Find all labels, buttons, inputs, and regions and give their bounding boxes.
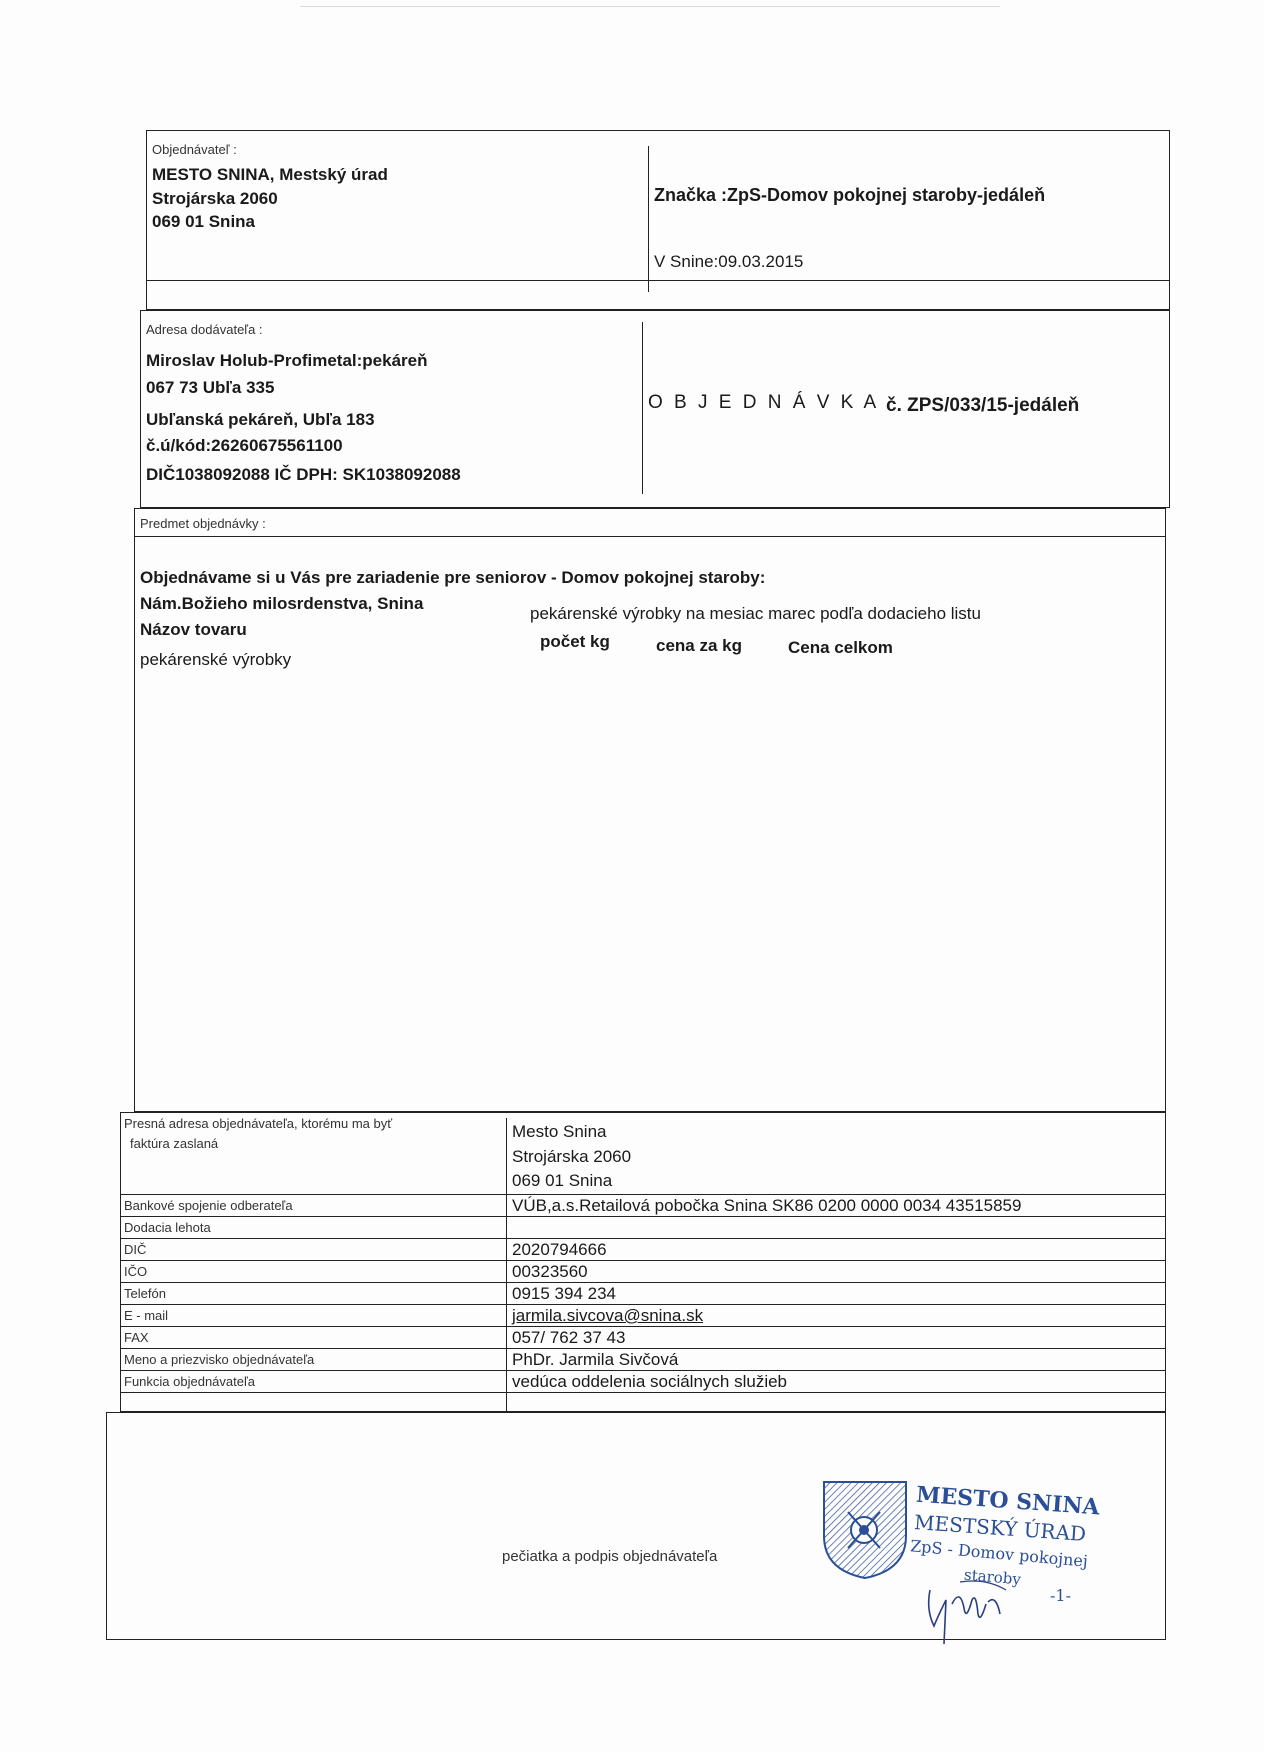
subject-line-2: Nám.Božieho milosrdenstva, Snina [140,594,424,613]
signature-caption: pečiatka a podpis objednávateľa [502,1548,718,1565]
stamp-line-1: MESTO SNINA [915,1481,1101,1521]
orderer-person-label: Meno a priezvisko objednávateľa [124,1352,315,1367]
details-row-line [120,1282,1166,1283]
header-bottom-line [146,280,1170,281]
order-number: č. ZPS/033/15-jedáleň [886,395,1080,416]
phone-value: 0915 394 234 [512,1284,616,1303]
ico-value: 00323560 [512,1262,588,1281]
dic-label: DIČ [124,1242,147,1257]
page-number: -1- [1050,1586,1071,1605]
stamp-line-3: ZpS - Domov pokojnej [909,1536,1089,1571]
scan-edge-line [300,6,1000,7]
item-name: pekárenské výrobky [140,650,292,669]
place-date: V Snine:09.03.2015 [654,252,804,271]
handwritten-signature [916,1580,1016,1650]
supplier-address-2: Ubľanská pekáreň, Ubľa 183 [146,410,375,429]
phone-label: Telefón [124,1286,166,1301]
invoice-address-line-2: Strojárska 2060 [512,1147,632,1166]
details-divider [506,1118,507,1412]
column-name: Názov tovaru [140,620,247,639]
dic-value: 2020794666 [512,1240,607,1259]
city-crest-stamp [820,1478,910,1582]
details-row-line [120,1194,1166,1195]
supplier-account: č.ú/kód:26260675561100 [146,436,343,455]
fax-value: 057/ 762 37 43 [512,1328,626,1347]
invoice-address-label-2: faktúra zaslaná [130,1136,219,1151]
supplier-divider [642,322,643,494]
invoice-address-line-3: 069 01 Snina [512,1171,613,1190]
subject-line-2-right: pekárenské výrobky na mesiac marec podľa dodacieho listu [530,604,981,623]
mark-label: Značka :ZpS-Domov pokojnej staroby-jedáleň [654,185,1046,205]
subject-line-1: Objednávame si u Vás pre zariadenie pre seniorov - Domov pokojnej staroby: [140,568,766,587]
subject-label: Predmet objednávky : [140,516,266,531]
order-title: O B J E D N Á V K A [648,392,880,413]
details-row-line [120,1238,1166,1239]
details-row-line [120,1348,1166,1349]
header-divider [648,146,649,292]
orderer-street: Strojárska 2060 [152,189,278,208]
column-qty: počet kg [540,632,610,651]
details-row-line [120,1392,1166,1393]
orderer-name: MESTO SNINA, Mestský úrad [152,165,388,184]
invoice-address-line-1: Mesto Snina [512,1122,607,1141]
supplier-name: Miroslav Holub-Profimetal:pekáreň [146,351,428,370]
orderer-label: Objednávateľ : [152,142,237,157]
details-row-line [120,1304,1166,1305]
bank-label: Bankové spojenie odberateľa [124,1198,293,1213]
subject-header-line [134,536,1166,537]
header-box [146,130,1170,310]
stamp-line-4: staroby [963,1565,1022,1589]
supplier-address-1: 067 73 Ubľa 335 [146,378,275,397]
details-row-line [120,1216,1166,1217]
stamp-line-2: MESTSKÝ ÚRAD [913,1510,1087,1546]
fax-label: FAX [124,1330,149,1345]
delivery-term-label: Dodacia lehota [124,1220,211,1235]
email-label: E - mail [124,1308,169,1323]
invoice-address-label-1: Presná adresa objednávateľa, ktorému ma byť [124,1116,393,1131]
supplier-tax: DIČ1038092088 IČ DPH: SK1038092088 [146,465,461,484]
orderer-person-value: PhDr. Jarmila Sivčová [512,1350,679,1369]
supplier-label: Adresa dodávateľa : [146,322,263,337]
details-row-line [120,1260,1166,1261]
orderer-city: 069 01 Snina [152,212,256,231]
email-value[interactable]: jarmila.sivcova@snina.sk [512,1306,704,1325]
column-total: Cena celkom [788,638,893,657]
orderer-function-label: Funkcia objednávateľa [124,1374,255,1389]
details-row-line [120,1370,1166,1371]
bank-value: VÚB,a.s.Retailová pobočka Snina SK86 0200 0000 0034 43515859 [512,1196,1022,1215]
orderer-function-value: vedúca oddelenia sociálnych služieb [512,1372,788,1391]
column-price: cena za kg [656,636,742,655]
ico-label: IČO [124,1264,148,1279]
details-row-line [120,1326,1166,1327]
